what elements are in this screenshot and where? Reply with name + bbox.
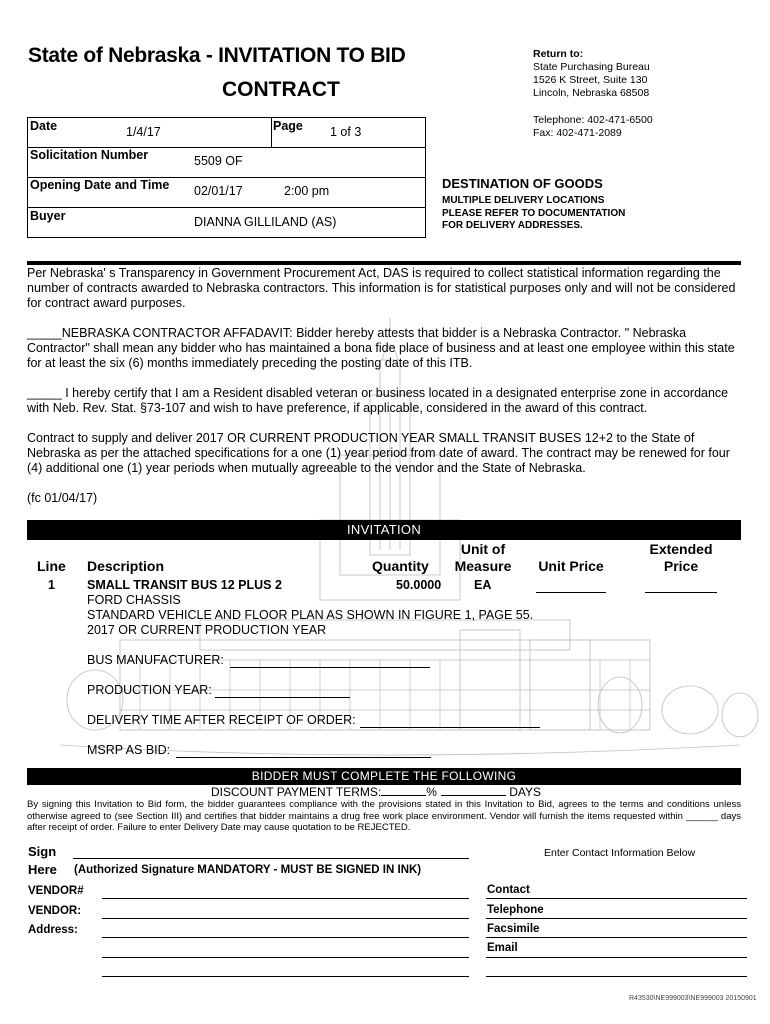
col-line: Line — [37, 558, 66, 574]
date-value: 1/4/17 — [126, 125, 161, 139]
col-ext-line2: Price — [663, 558, 699, 574]
address-field-line3[interactable] — [102, 976, 469, 977]
destination-heading: DESTINATION OF GOODS — [442, 176, 603, 191]
msrp-field[interactable] — [176, 757, 431, 758]
fc-note: (fc 01/04/17) — [27, 491, 98, 505]
delivery-time-field[interactable] — [360, 727, 540, 728]
discount-percent-sign: % — [426, 785, 437, 799]
discount-terms — [211, 785, 541, 799]
destination-of-goods — [442, 176, 625, 233]
page-title-contract: CONTRACT — [222, 78, 340, 101]
sign-label: Sign — [28, 844, 57, 859]
page-label: Page — [273, 119, 303, 133]
telephone-field[interactable] — [486, 918, 747, 919]
item-quantity: 50.0000 — [396, 578, 442, 592]
return-line: Lincoln, Nebraska 68508 — [533, 87, 650, 99]
facsimile-field[interactable] — [486, 937, 747, 938]
form-code: R43530\NE999003\NE999003 20150901 — [629, 995, 757, 1002]
buyer-value: DIANNA GILLILAND (AS) — [194, 215, 337, 229]
item-desc-line: STANDARD VEHICLE AND FLOOR PLAN AS SHOWN IN FIGURE 1, PAGE 55. — [87, 608, 534, 622]
return-address — [533, 48, 653, 140]
email-field-line2[interactable] — [486, 976, 747, 977]
header-info-box — [27, 117, 426, 238]
col-ext-line1: Extended — [649, 541, 713, 557]
col-unit-of-measure — [440, 541, 526, 575]
solicitation-label: Solicitation Number — [30, 148, 149, 162]
return-line: 1526 K Street, Suite 130 — [533, 74, 648, 86]
contract-description: Contract to supply and deliver 2017 OR CURRENT PRODUCTION YEAR SMALL TRANSIT BUSES 12+2 to the State of Nebraska as per the attached specifications for a one (1) year period from date of award. The contract may be renewed for four (4) additional one (1) year periods when mutually agreeable to the vendor and the State of Nebraska. — [27, 431, 730, 475]
vendor-name-label: VENDOR: — [28, 905, 82, 917]
vendor-number-label: VENDOR# — [28, 885, 84, 897]
col-unit-price: Unit Price — [538, 558, 604, 574]
destination-line: PLEASE REFER TO DOCUMENTATION — [442, 207, 626, 219]
vendor-number-field[interactable] — [102, 898, 469, 899]
solicitation-value: 5509 OF — [194, 154, 243, 168]
bidder-bar: BIDDER MUST COMPLETE THE FOLLOWING — [27, 768, 741, 785]
email-field[interactable] — [486, 957, 747, 958]
item-desc-line: FORD CHASSIS — [87, 593, 181, 607]
page-value: 1 of 3 — [330, 125, 362, 139]
buyer-label: Buyer — [30, 209, 66, 223]
item-desc-line: 2017 OR CURRENT PRODUCTION YEAR — [87, 623, 327, 637]
signature-field[interactable] — [73, 858, 469, 859]
return-fax: Fax: 402-471-2089 — [533, 127, 622, 139]
address-field-line1[interactable] — [102, 937, 469, 938]
destination-line: MULTIPLE DELIVERY LOCATIONS — [442, 195, 605, 206]
discount-label: DISCOUNT PAYMENT TERMS: — [211, 785, 382, 799]
discount-days-field[interactable] — [441, 795, 506, 796]
signing-statement: By signing this Invitation to Bid form, the bidder guarantees compliance with the provisions stated in this Invitation to Bid, agrees to the terms and conditions unless otherwise agreed to (see Section III) and certifies that bidder maintains a drug free work place environment. Vendor will furnish the items requested within ______ days after receipt of order. Failure to enter Delivery Date may cause quotation to be REJECTED. — [27, 799, 741, 833]
col-uom-line1: Unit of — [460, 541, 506, 557]
discount-percent-field[interactable] — [381, 795, 426, 796]
extended-price-field[interactable] — [645, 592, 717, 593]
return-telephone: Telephone: 402-471-6500 — [533, 114, 653, 126]
contractor-affadavit: _____NEBRASKA CONTRACTOR AFFADAVIT: Bidder hereby attests that bidder is a Nebraska Contractor. " Nebraska Contractor" shall mean any bidder who has maintained a bona fide place of business and at least one employee within this state for at least the six (6) months immediately preceding the posting date of this ITB. — [27, 326, 735, 370]
unit-price-field[interactable] — [536, 592, 606, 593]
col-extended-price — [640, 541, 722, 575]
return-heading: Return to: — [533, 48, 584, 60]
here-label: Here — [28, 862, 57, 877]
contact-label: Contact — [487, 884, 530, 896]
opening-label: Opening Date and Time — [30, 178, 170, 192]
address-label: Address: — [28, 924, 78, 936]
section-divider — [27, 261, 741, 265]
address-field-line2[interactable] — [102, 957, 469, 958]
production-year-label: PRODUCTION YEAR: — [87, 683, 212, 697]
destination-line: FOR DELIVERY ADDRESSES. — [442, 220, 583, 231]
item-uom: EA — [474, 578, 492, 592]
return-line: State Purchasing Bureau — [533, 61, 650, 73]
col-quantity: Quantity — [372, 558, 429, 574]
resident-certification: _____ I hereby certify that I am a Resident disabled veteran or business located in a designated enterprise zone in accordance with Neb. Rev. Stat. §73-107 and wish to have preference, if applicable, considered in the award of this contract. — [27, 386, 729, 415]
bus-manufacturer-label: BUS MANUFACTURER: — [87, 653, 224, 667]
production-year-field[interactable] — [215, 697, 350, 698]
item-name: SMALL TRANSIT BUS 12 PLUS 2 — [87, 578, 282, 592]
col-description: Description — [87, 558, 165, 574]
col-uom-line2: Measure — [454, 558, 512, 574]
telephone-label: Telephone — [487, 904, 544, 916]
contact-field[interactable] — [486, 898, 747, 899]
vendor-name-field[interactable] — [102, 918, 469, 919]
item-line-number: 1 — [48, 578, 55, 592]
bus-manufacturer-field[interactable] — [230, 667, 430, 668]
invitation-bar: INVITATION — [27, 520, 741, 540]
discount-days-label: DAYS — [509, 785, 542, 799]
date-label: Date — [30, 119, 58, 133]
page-title: State of Nebraska - INVITATION TO BID — [28, 44, 406, 67]
contact-note: Enter Contact Information Below — [544, 847, 696, 859]
opening-date: 02/01/17 — [194, 184, 243, 198]
transparency-paragraph: Per Nebraska' s Transparency in Government Procurement Act, DAS is required to collect statistical information regarding the number of contracts awarded to Nebraska contractors. This information is for statistical purposes only and will not be considered for contract award purposes. — [27, 266, 736, 310]
msrp-label: MSRP AS BID: — [87, 743, 171, 757]
authorized-signature-note: (Authorized Signature MANDATORY - MUST BE SIGNED IN INK) — [74, 864, 422, 876]
facsimile-label: Facsimile — [487, 923, 540, 935]
opening-time: 2:00 pm — [284, 184, 330, 198]
delivery-time-label: DELIVERY TIME AFTER RECEIPT OF ORDER: — [87, 713, 356, 727]
email-label: Email — [487, 942, 518, 954]
